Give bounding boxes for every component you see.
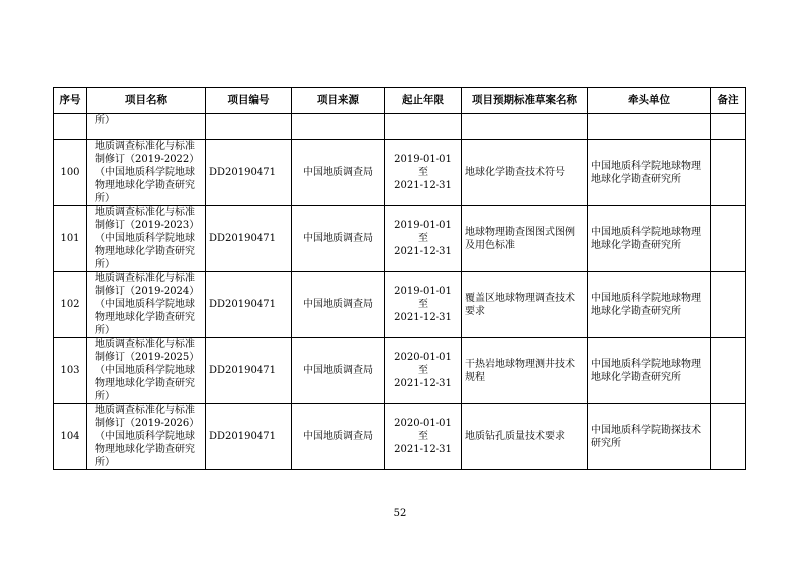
row-project-source: 中国地质调查局: [292, 140, 385, 206]
row-period-line: 2021-12-31: [394, 444, 452, 455]
header-lead-unit: 牵头单位: [588, 88, 711, 114]
row-project-name: [87, 206, 206, 272]
row-project-name-line: 地质调查标准化与标准: [95, 141, 195, 152]
table-row: [54, 338, 746, 404]
row-note: [711, 140, 746, 206]
row-lead-unit-line: 地球化学勘查研究所: [591, 173, 681, 185]
row-project-name-line: 所）: [95, 259, 115, 270]
row-lead-unit: [588, 404, 711, 470]
row-project-name-line: 地质调查标准化与标准: [95, 405, 195, 416]
row-index: 100: [54, 140, 87, 206]
row-project-name-line: 所）: [95, 325, 115, 336]
row-project-name-line: 地质调查标准化与标准: [95, 339, 195, 350]
row-standard-name-line: 地球化学勘查技术符号: [465, 167, 565, 178]
row-project-source: 中国地质调查局: [292, 206, 385, 272]
row-lead-unit-line: 地球化学勘查研究所: [591, 371, 681, 383]
row-project-name: [87, 272, 206, 338]
row-lead-unit-line: 地球化学勘查研究所: [591, 239, 681, 251]
row-period: [385, 140, 462, 206]
row-lead-unit: [588, 272, 711, 338]
row-standard-name-line: 地质钻孔质量技术要求: [465, 431, 565, 442]
continuation-row: [54, 114, 746, 140]
row-project-name-line: 地质调查标准化与标准: [95, 207, 195, 218]
row-project-name-line: 制修订（2019-2026）: [95, 418, 200, 429]
page-number: 52: [393, 508, 407, 519]
row-project-name: [87, 404, 206, 470]
row-note: [711, 338, 746, 404]
row-project-name-line: 所）: [95, 391, 115, 402]
row-project-code: DD20190471: [206, 206, 292, 272]
row-project-name-line: 制修订（2019-2022）: [95, 154, 200, 165]
row-standard-name: [462, 272, 588, 338]
row-lead-unit-line: 研究所: [591, 437, 621, 449]
row-lead-unit-line: 地球化学勘查研究所: [591, 305, 681, 317]
row-project-source: 中国地质调查局: [292, 338, 385, 404]
row-note: [711, 404, 746, 470]
row-index: 103: [54, 338, 87, 404]
row-period-line: 2021-12-31: [394, 180, 452, 191]
row-period-line: 2021-12-31: [394, 246, 452, 257]
header-period: 起止年限: [385, 88, 462, 114]
row-index: 102: [54, 272, 87, 338]
row-project-source: 中国地质调查局: [292, 404, 385, 470]
table-row: [54, 140, 746, 206]
row-period: [385, 404, 462, 470]
row-standard-name-line: 及用色标准: [465, 239, 515, 251]
header-index: 序号: [54, 88, 87, 114]
row-period-line: 2020-01-01 至: [394, 418, 452, 442]
row-period-line: 2020-01-01 至: [394, 352, 452, 376]
row-period-line: 2019-01-01 至: [394, 154, 452, 178]
row-standard-name: [462, 338, 588, 404]
row-lead-unit-line: 中国地质科学院地球物理: [591, 358, 701, 370]
row-project-name-line: 物理地球化学勘查研究: [95, 444, 195, 455]
row-project-source: 中国地质调查局: [292, 272, 385, 338]
row-project-name-line: 地质调查标准化与标准: [95, 273, 195, 284]
row-period: [385, 206, 462, 272]
row-standard-name-line: 干热岩地球物理测井技术: [465, 358, 575, 370]
row-standard-name-line: 覆盖区地球物理调查技术: [465, 292, 575, 304]
row-project-code: DD20190471: [206, 338, 292, 404]
row-standard-name-line: 要求: [465, 305, 485, 317]
row-lead-unit-line: 中国地质科学院地球物理: [591, 292, 701, 304]
row-period: [385, 272, 462, 338]
header-row: [54, 88, 746, 114]
row-project-name-line: 所）: [95, 457, 115, 468]
row-standard-name-line: 规程: [465, 371, 485, 383]
row-project-name-line: 所）: [95, 193, 115, 204]
row-lead-unit-line: 中国地质科学院勘探技术: [591, 424, 701, 436]
header-project-name: 项目名称: [87, 88, 206, 114]
row-lead-unit: [588, 140, 711, 206]
project-table: [53, 87, 746, 470]
header-note: 备注: [711, 88, 746, 114]
row-project-name-line: （中国地质科学院地球: [95, 365, 195, 376]
row-lead-unit: [588, 206, 711, 272]
row-standard-name-line: 地球物理勘查图图式图例: [465, 226, 575, 238]
row-lead-unit-line: 中国地质科学院地球物理: [591, 226, 701, 238]
row-project-name-line: （中国地质科学院地球: [95, 431, 195, 442]
row-project-name-line: 物理地球化学勘查研究: [95, 312, 195, 323]
table-row: [54, 272, 746, 338]
row-lead-unit-line: 中国地质科学院地球物理: [591, 160, 701, 172]
row-project-name-line: （中国地质科学院地球: [95, 299, 195, 310]
row-standard-name: [462, 206, 588, 272]
row-note: [711, 206, 746, 272]
row-project-name-line: （中国地质科学院地球: [95, 233, 195, 244]
row-standard-name: [462, 140, 588, 206]
row-project-code: DD20190471: [206, 404, 292, 470]
row-project-code: DD20190471: [206, 140, 292, 206]
row-project-name-line: 物理地球化学勘查研究: [95, 246, 195, 257]
row-project-code: DD20190471: [206, 272, 292, 338]
row-project-name-line: 物理地球化学勘查研究: [95, 180, 195, 191]
row-project-name-line: （中国地质科学院地球: [95, 167, 195, 178]
row-project-name: [87, 338, 206, 404]
row-project-name-line: 制修订（2019-2024）: [95, 286, 200, 297]
header-project-source: 项目来源: [292, 88, 385, 114]
row-period: [385, 338, 462, 404]
row-period-line: 2019-01-01 至: [394, 220, 452, 244]
row-project-name-line: 制修订（2019-2023）: [95, 220, 200, 231]
table-row: [54, 206, 746, 272]
row-project-name-line: 制修订（2019-2025）: [95, 352, 200, 363]
row-lead-unit: [588, 338, 711, 404]
row-period-line: 2021-12-31: [394, 378, 452, 389]
header-project-code: 项目编号: [206, 88, 292, 114]
row-note: [711, 272, 746, 338]
row-period-line: 2019-01-01 至: [394, 286, 452, 310]
row-index: 101: [54, 206, 87, 272]
row-project-name-line: 物理地球化学勘查研究: [95, 378, 195, 389]
row-project-name: [87, 140, 206, 206]
header-standard-name: 项目预期标准草案名称: [462, 88, 588, 114]
table-row: [54, 404, 746, 470]
row-standard-name: [462, 404, 588, 470]
continuation-name: 所）: [87, 114, 206, 140]
row-period-line: 2021-12-31: [394, 312, 452, 323]
row-index: 104: [54, 404, 87, 470]
